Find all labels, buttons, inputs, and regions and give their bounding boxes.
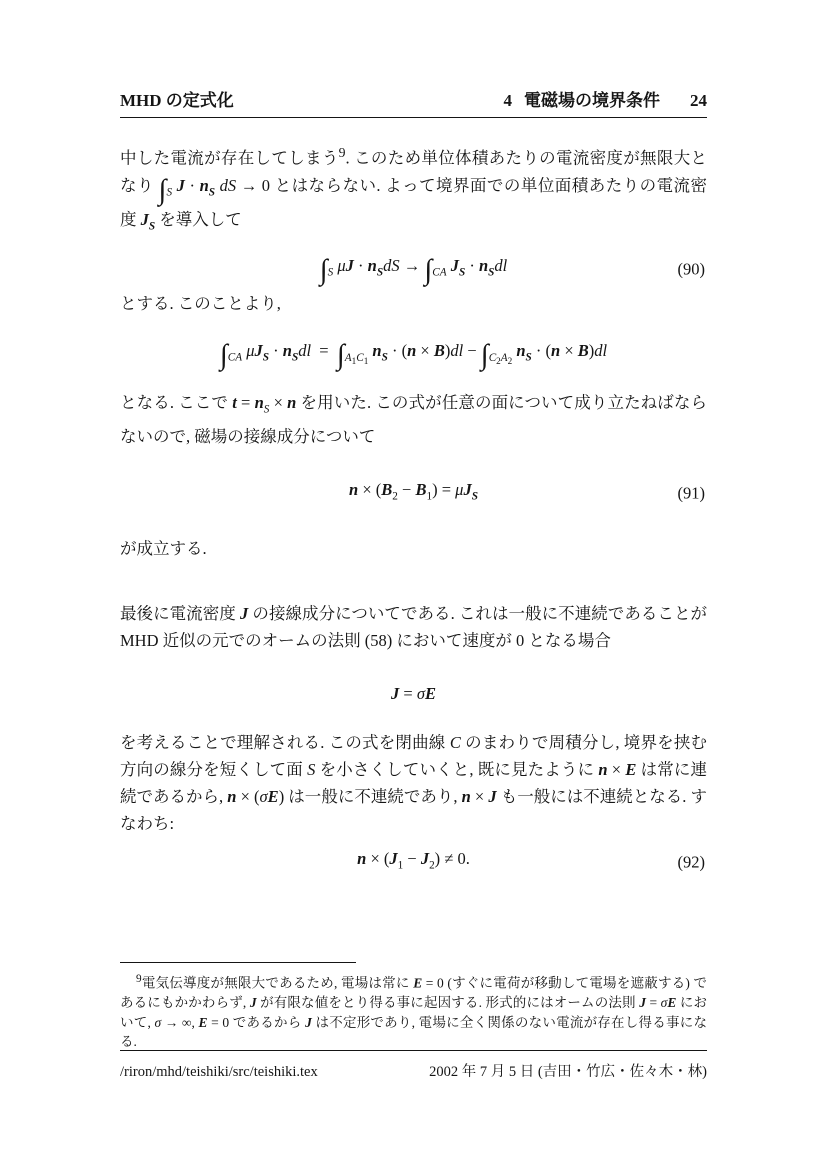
- body-content: [120, 139, 707, 879]
- equation-body: $\int_S$ $\mu J \cdot n_SdS \to \int_{CA}$ $J_S \cdot n_Sdl$: [319, 254, 508, 287]
- display-equation-91: [120, 476, 707, 510]
- paragraph: となる. ここで $t = n_S \times n$ を用いた. この式が任意の面について成り立たねばならないので, 磁場の接線成分について: [120, 392, 707, 447]
- equation-number: (90): [677, 259, 705, 279]
- header-section-title: 電磁場の境界条件: [524, 91, 660, 110]
- header-page-number: 24: [690, 91, 707, 110]
- equation-body: $n \times (J_1 - J_2) \ne 0$.: [357, 848, 470, 871]
- equation-number: (91): [677, 483, 705, 503]
- display-equation-92: [120, 845, 707, 879]
- running-header: [120, 86, 707, 118]
- paragraph: 最後に電流密度 J の接線成分についてである. これは一般に不連続であることが MHD 近似の元でのオームの法則 (58) において速度が 0 となる場合: [120, 603, 708, 650]
- page-footer: [120, 1050, 707, 1081]
- paragraph: 中した電流が存在してしまう$^9$. このため単位体積あたりの電流密度が無限大となり $\int_S$ $J \cdot n_S$ dS → 0 とはならない. よって境界面での単位面積あたりの電流密度 $J_S$ を導入して: [120, 145, 708, 233]
- equation-body: J = σE: [391, 683, 436, 703]
- display-equation-unnumbered: [120, 337, 707, 375]
- header-right: [504, 86, 708, 111]
- header-doc-title: MHD の定式化: [120, 91, 234, 110]
- equation-body: $n \times (B_2 - B_1) = \mu J_S$: [349, 480, 478, 503]
- display-equation-90: [120, 252, 707, 286]
- equation-number: (92): [677, 852, 705, 872]
- footnote-rule: [120, 962, 356, 963]
- header-section-number: 4: [503, 91, 512, 110]
- paragraph: を考えることで理解される. この式を閉曲線 C のまわりで周積分し, 境界を挟む方向の線分を短くして面 S を小さくしていくと, 既に見たように n × E は常に連続であるから, n × (σE) は一般に不連続であり, n × J も一般には不連続となる. すなわち:: [120, 732, 708, 833]
- paragraph: が成立する.: [120, 538, 207, 558]
- footer-source-path: /riron/mhd/teishiki/src/teishiki.tex: [120, 1064, 318, 1080]
- footer-date-authors: 2002 年 7 月 5 日 (吉田・竹広・佐々木・林): [429, 1064, 707, 1080]
- display-equation-ohm: [120, 680, 707, 707]
- equation-body: $\int_{CA}$ $\mu J_S \cdot n_Sdl = \int_{A_1C_1}$ $n_S \cdot (n \times B)dl - \int_{C_2A_2}$ $n_S \cdot (n \times B)dl$: [219, 339, 608, 372]
- footnote-block: [120, 962, 707, 1052]
- footnote-text: $^9$電気伝導度が無限大であるため, 電場は常に E = 0 (すぐに電荷が移動して電場を遮蔽する) であるにもかかわらず, J が有限な値をとり得る事に起因する. 形式的にはオームの法則 J = σE において, σ → ∞, E = 0 であるから J は不定形であり, 電場に全く関係のない電流が存在し得る事になる.: [120, 973, 708, 1049]
- paragraph: とする. このことより,: [120, 294, 281, 314]
